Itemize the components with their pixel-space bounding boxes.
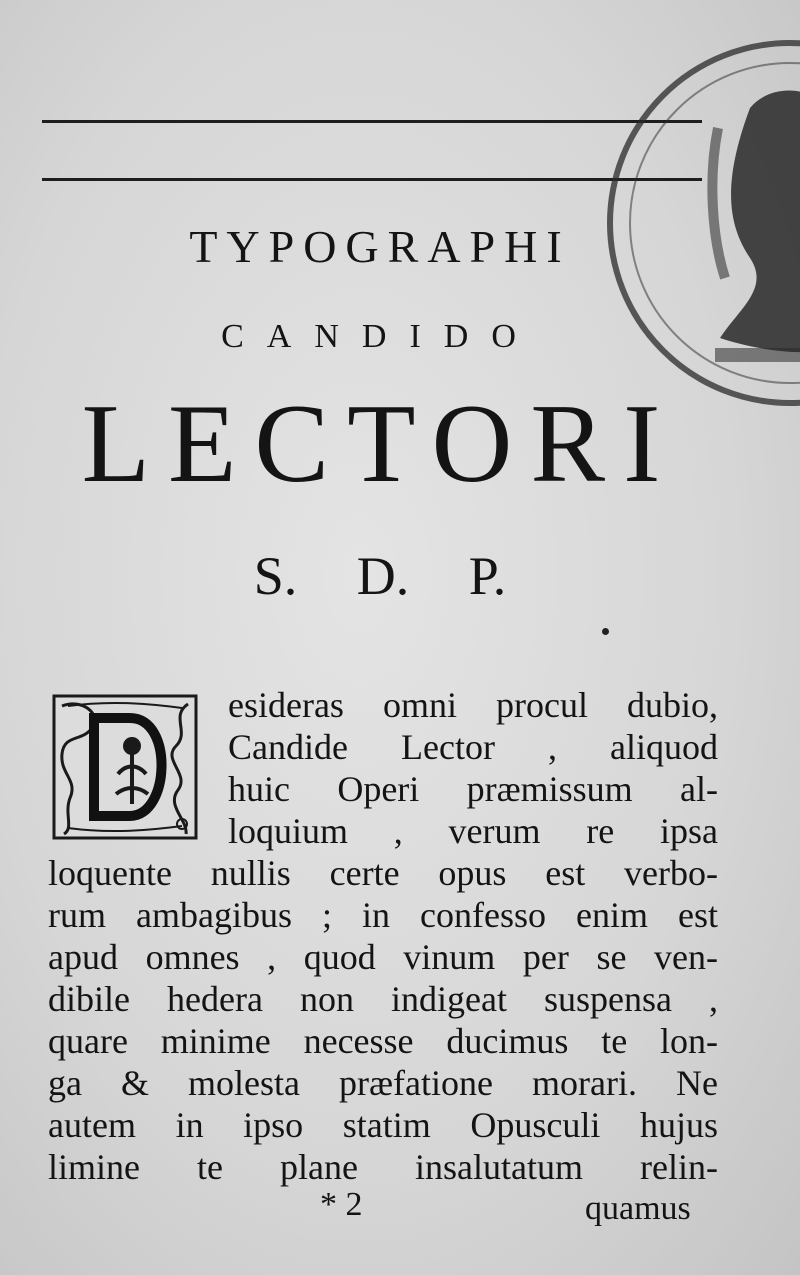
- catchword: quamus: [585, 1190, 691, 1227]
- text-line: esideras omni procul dubio,: [228, 685, 718, 725]
- text-line: apud omnes , quod vinum per se ven-: [48, 937, 718, 977]
- heading-lectori: LECTORI: [81, 382, 679, 506]
- text-line: huic Operi præmissum al-: [228, 769, 718, 809]
- text-line: ga & molesta præfatione morari. Ne: [48, 1063, 718, 1103]
- ornament-dot: [602, 628, 609, 635]
- text-line: loquente nullis certe opus est verbo-: [48, 853, 718, 893]
- text-line: autem in ipso statim Opusculi hujus: [48, 1105, 718, 1145]
- heading-typographi: TYPOGRAPHI: [189, 221, 571, 272]
- signature-mark: * 2: [320, 1186, 363, 1223]
- decorated-initial-d: [52, 694, 198, 840]
- text-line: quare minime necesse ducimus te lon-: [48, 1021, 718, 1061]
- heading-sdp: S. D. P.: [253, 546, 507, 606]
- text-line: loquium , verum re ipsa: [228, 811, 718, 851]
- text-line: dibile hedera non indigeat suspensa ,: [48, 979, 718, 1019]
- text-line: limine te plane insalutatum relin-: [48, 1147, 718, 1187]
- heading-candido: CANDIDO: [221, 318, 539, 355]
- text-line: Candide Lector , aliquod: [228, 727, 718, 767]
- text-line: rum ambagibus ; in confesso enim est: [48, 895, 718, 935]
